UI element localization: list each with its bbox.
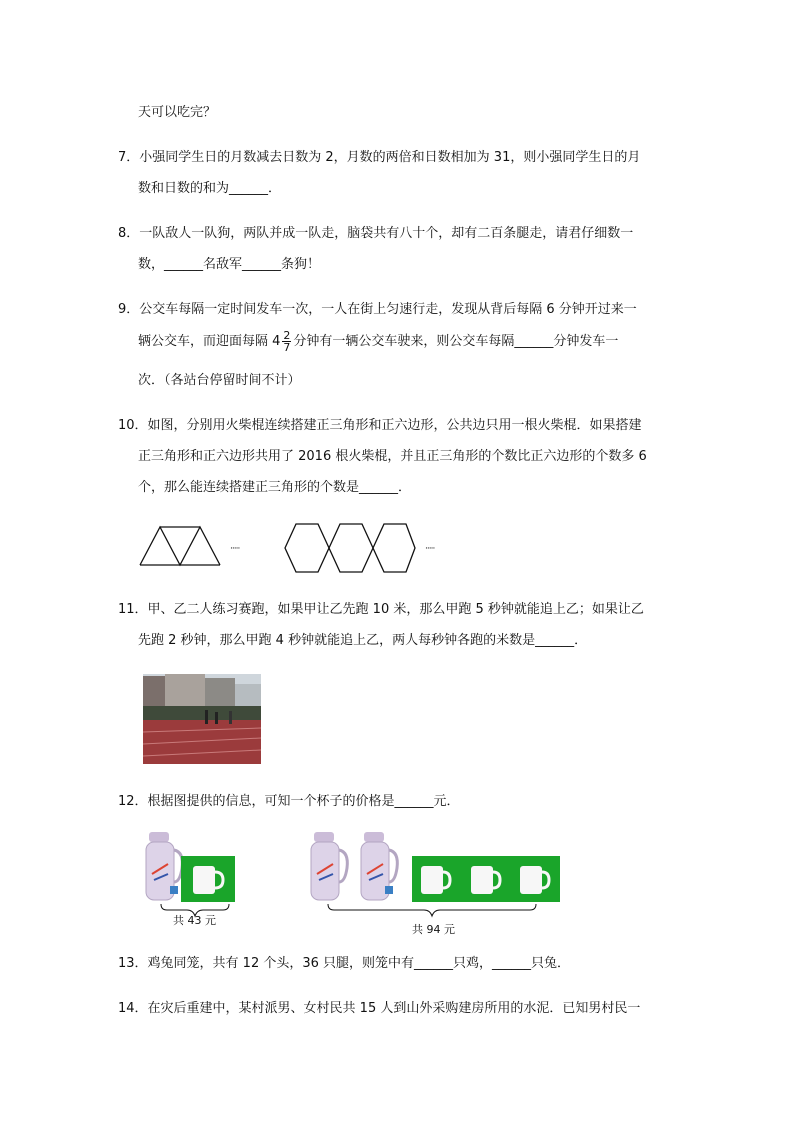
thermos-icon [361, 832, 397, 900]
triangles-ellipsis: ····· [230, 544, 240, 554]
question-9-text-after-fraction: 分钟有一辆公交车驶来，则公交车每隔______分钟发车一 [293, 334, 619, 349]
question-9-line-1: 9．公交车每隔一定时间发车一次，一人在街上匀速行走，发现从背后每隔 6 分钟开过来一 [118, 302, 637, 317]
thermos-and-cup-figure-right [308, 830, 563, 925]
caption-left-total: 共 43 元 [173, 914, 216, 927]
fraction-denominator: 7 [283, 341, 291, 354]
running-track-photo [143, 674, 261, 764]
question-7-line-2: 数和日数的和为______． [138, 181, 282, 196]
fraction-2-7 [282, 330, 291, 353]
question-10-line-1: 10．如图，分别用火柴棍连续搭建正三角形和正六边形，公共边只用一根火柴棍．如果搭建 [118, 418, 642, 433]
question-8-line-2: 数，______名敌军______条狗！ [138, 257, 321, 272]
question-11-line-2: 先跑 2 秒钟，那么甲跑 4 秒钟就能追上乙，两人每秒钟各跑的米数是______． [138, 633, 588, 648]
text-line: 天可以吃完？ [138, 105, 217, 120]
hexagons-ellipsis: ····· [425, 544, 435, 554]
question-10-line-2: 正三角形和正六边形共用了 2016 根火柴棍，并且正三角形的个数比正六边形的个数多 6 [138, 449, 647, 464]
question-12: 12．根据图提供的信息，可知一个杯子的价格是______元． [118, 794, 460, 809]
question-9-line-2 [138, 330, 618, 353]
question-11-line-1: 11．甲、乙二人练习赛跑，如果甲让乙先跑 10 米，那么甲跑 5 秒钟就能追上乙；如果让乙 [118, 602, 644, 617]
caption-right-total: 共 94 元 [412, 923, 455, 936]
thermos-icon [146, 832, 182, 900]
thermos-and-cup-figure-left [143, 830, 238, 925]
hexagons-figure [283, 520, 417, 576]
question-13: 13．鸡兔同笼，共有 12 个头，36 只腿，则笼中有______只鸡，______只兔． [118, 956, 571, 971]
cups-icon [412, 856, 560, 902]
cup-icon [181, 856, 235, 902]
question-14-line-1: 14．在灾后重建中，某村派男、女村民共 15 人到山外采购建房所用的水泥．已知男村民一 [118, 1001, 641, 1016]
triangles-figure [138, 525, 228, 567]
thermos-icon [311, 832, 347, 900]
question-10-line-3: 个，那么能连续搭建正三角形的个数是______． [138, 480, 412, 495]
question-7-line-1: 7．小强同学生日的月数减去日数为 2，月数的两倍和日数相加为 31，则小强同学生日的月 [118, 150, 641, 165]
question-8-line-1: 8．一队敌人一队狗，两队并成一队走，脑袋共有八十个，却有二百条腿走，请君仔细数一 [118, 226, 634, 241]
fraction-numerator: 2 [283, 329, 291, 342]
question-9-line-3: 次．（各站台停留时间不计） [138, 373, 301, 388]
question-9-text-before-fraction: 辆公交车，而迎面每隔 4 [138, 334, 281, 349]
